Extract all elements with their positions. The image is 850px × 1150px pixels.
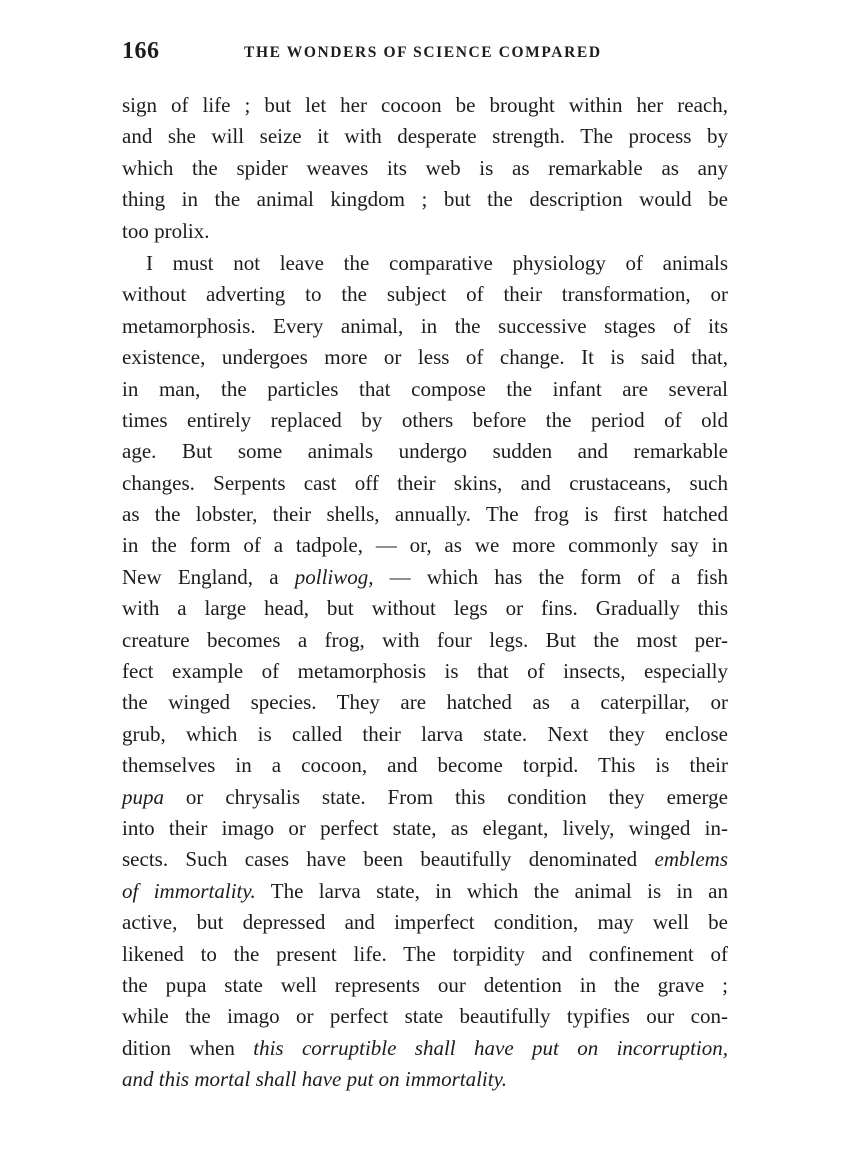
- text-line: with a large head, but without legs or fins. Gradually this: [122, 596, 728, 621]
- text-line: the winged species. They are hatched as a caterpillar, or: [122, 690, 728, 715]
- text-segment: or chrysalis state. From this condition they emerge: [164, 784, 728, 809]
- text-line: times entirely replaced by others before the period of old: [122, 407, 728, 432]
- text-line: creature becomes a frog, with four legs. But the most per-: [122, 627, 728, 652]
- text-line: in the form of a tadpole, — or, as we more commonly say in: [122, 533, 728, 558]
- text-line: metamorphosis. Every animal, in the successive stages of its: [122, 313, 728, 338]
- text-line: existence, undergoes more or less of change. It is said that,: [122, 345, 728, 370]
- text-segment: New England, a: [122, 564, 295, 589]
- text-line: which the spider weaves its web is as remarkable as any: [122, 155, 728, 180]
- text-line: and she will seize it with desperate strength. The process by: [122, 124, 728, 149]
- text-line: [122, 876, 728, 907]
- running-title: THE WONDERS OF SCIENCE COMPARED: [244, 44, 602, 61]
- italic-term-polliwog: polliwog,: [294, 564, 374, 589]
- text-line: fect example of metamorphosis is that of insects, especially: [122, 659, 728, 684]
- italic-term-immortality: of immortality.: [122, 878, 256, 903]
- italic-term-emblems: emblems: [654, 847, 728, 872]
- running-head: [122, 38, 732, 68]
- text-segment: dition when: [122, 1035, 254, 1060]
- text-line: grub, which is called their larva state. Next they enclose: [122, 721, 728, 746]
- italic-quotation: this corruptible shall have put on incorruption,: [253, 1035, 728, 1060]
- text-line: into their imago or perfect state, as elegant, lively, winged in-: [122, 815, 728, 840]
- text-line: sign of life ; but let her cocoon be brought within her reach,: [122, 93, 728, 117]
- text-segment: The larva state, in which the animal is in an: [255, 878, 728, 903]
- text-line: while the imago or perfect state beautifully typifies our con-: [122, 1004, 728, 1029]
- text-line: in man, the particles that compose the infant are several: [122, 376, 728, 401]
- italic-term-pupa: pupa: [122, 784, 164, 809]
- text-line: I must not leave the comparative physiology of animals: [146, 250, 728, 275]
- text-line: thing in the animal kingdom ; but the description would be: [122, 187, 728, 212]
- text-line: [122, 1064, 728, 1095]
- body-text: [122, 90, 728, 1096]
- text-line: [122, 844, 728, 875]
- text-line: too prolix.: [122, 218, 210, 243]
- text-segment: — which has the form of a fish: [373, 564, 728, 589]
- paragraph-2: [122, 248, 728, 1096]
- text-line: without adverting to the subject of their transformation, or: [122, 282, 728, 307]
- text-line: [122, 562, 728, 593]
- text-line: likened to the present life. The torpidity and confinement of: [122, 941, 728, 966]
- text-line: the pupa state well represents our detention in the grave ;: [122, 972, 728, 997]
- text-line: age. But some animals undergo sudden and remarkable: [122, 439, 728, 464]
- text-line: [122, 782, 728, 813]
- italic-quotation: and this mortal shall have put on immortality.: [122, 1067, 508, 1092]
- text-segment: sects. Such cases have been beautifully denominated: [122, 847, 655, 872]
- paragraph-1: [122, 90, 728, 247]
- text-line: changes. Serpents cast off their skins, and crustaceans, such: [122, 470, 728, 495]
- text-line: as the lobster, their shells, annually. The frog is first hatched: [122, 502, 728, 527]
- text-line: active, but depressed and imperfect condition, may well be: [122, 910, 728, 935]
- text-line: themselves in a cocoon, and become torpid. This is their: [122, 753, 728, 778]
- text-line: [122, 1033, 728, 1064]
- page-number: 166: [122, 38, 160, 64]
